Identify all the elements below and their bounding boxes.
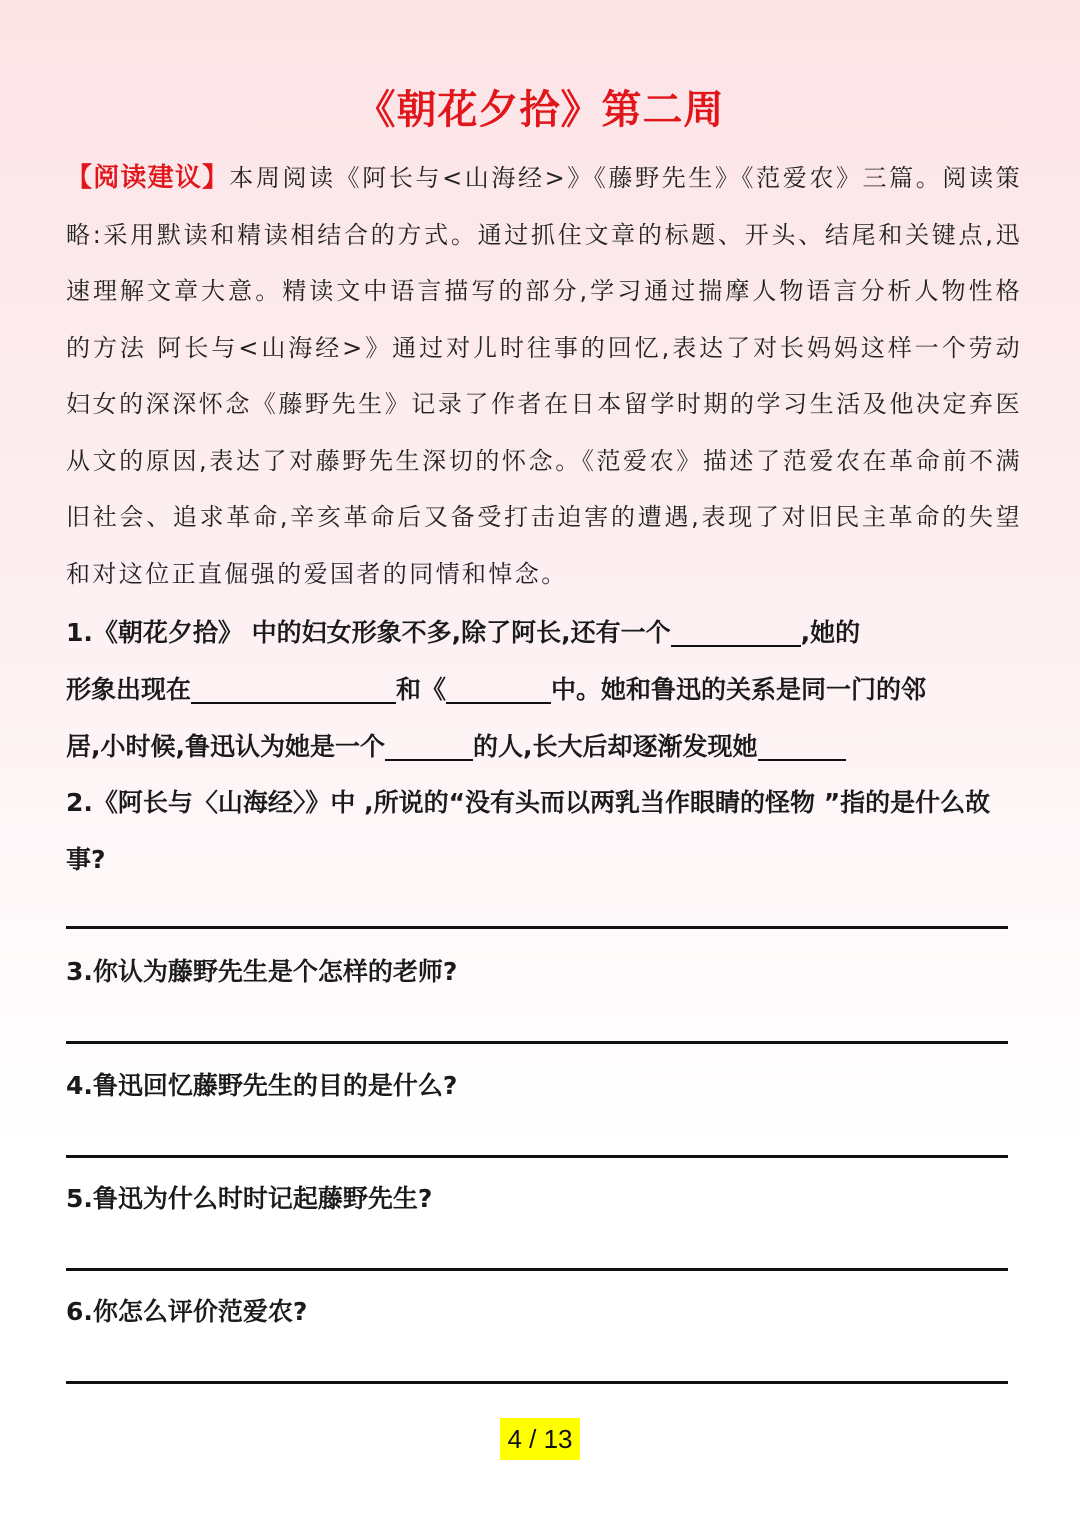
- reading-suggestion-text: 本周阅读《阿长与<山海经>》《藤野先生》《范爱农》三篇。阅读策略:采用默读和精读相结合的方式。通过抓住文章的标题、开头、结尾和关键点,迅速理解文章大意。精读文中语言描写的部分,学习通过揣摩人物语言分析人物性格的方法 阿长与<山海经>》通过对儿时往事的回忆,表达了对长妈妈这样一个劳动妇女的深深怀念《藤野先生》记录了作者在日本留学时期的学习生活及他决定弃医从文的原因,表达了对藤野先生深切的怀念。《范爱农》描述了范爱农在革命前不满旧社会、追求革命,辛亥革命后又备受打击迫害的遭遇,表现了对旧民主革命的失望和对这位正直倔强的爱国者的同情和悼念。: [66, 164, 1022, 588]
- q4-answer-line[interactable]: [66, 1155, 1008, 1158]
- q1-text-c: 形象出现在: [66, 675, 192, 704]
- q1-blank-5[interactable]: [758, 729, 846, 761]
- question-5: 5.鲁迅为什么时时记起藤野先生?: [66, 1184, 433, 1213]
- q5-answer-line[interactable]: [66, 1268, 1008, 1271]
- q1-blank-4[interactable]: [385, 729, 473, 761]
- reading-suggestion: [66, 150, 1022, 602]
- page-number-indicator: 4 / 13: [500, 1418, 580, 1460]
- q3-answer-line[interactable]: [66, 1041, 1008, 1044]
- q1-text-a: 1.《朝花夕拾》 中的妇女形象不多,除了阿长,还有一个: [66, 618, 671, 647]
- reading-suggestion-tag: 【阅读建议】: [66, 163, 230, 193]
- q1-text-d: 和《: [396, 675, 447, 704]
- q1-text-e: 中。她和鲁迅的关系是同一门的邻: [551, 675, 927, 704]
- q1-text-g: 的人,长大后却逐渐发现她: [473, 732, 758, 761]
- page-title: 《朝花夕拾》第二周: [355, 87, 725, 133]
- q1-blank-1[interactable]: [671, 615, 801, 647]
- question-6: 6.你怎么评价范爱农?: [66, 1297, 308, 1326]
- q2-answer-line[interactable]: [66, 926, 1008, 929]
- q1-blank-3[interactable]: [446, 672, 551, 704]
- question-2: 2.《阿长与〈山海经〉》中 ,所说的“没有头而以两乳当作眼睛的怪物 ”指的是什么故事?: [66, 788, 991, 874]
- question-3: 3.你认为藤野先生是个怎样的老师?: [66, 957, 458, 986]
- q1-text-f: 居,小时候,鲁迅认为她是一个: [66, 732, 385, 761]
- q1-blank-2[interactable]: [191, 672, 396, 704]
- question-1: [66, 604, 1022, 775]
- question-4: 4.鲁迅回忆藤野先生的目的是什么?: [66, 1071, 458, 1100]
- q1-text-b: ,她的: [800, 618, 861, 647]
- q6-answer-line[interactable]: [66, 1381, 1008, 1384]
